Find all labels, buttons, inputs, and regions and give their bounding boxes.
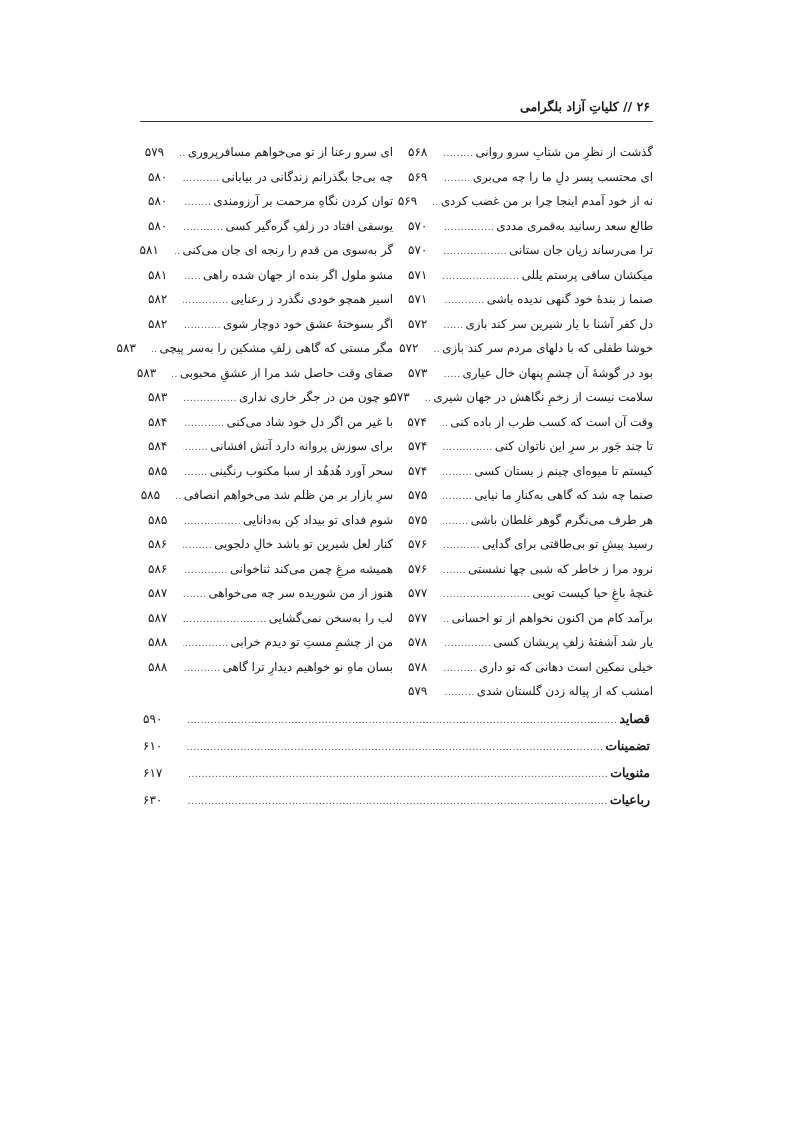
- toc-entry-title: صنما ز بندهٔ خود گنهی ندیده باشی: [486, 292, 653, 306]
- toc-entry: [136, 361, 393, 386]
- dot-leader: [443, 363, 461, 388]
- toc-left-column: [116, 140, 393, 679]
- toc-entry-page: ۵۸۳: [116, 341, 136, 355]
- toc-entry-title: وقت آن است که کسب طرب از باده کنی: [450, 414, 653, 429]
- toc-entry: [408, 655, 653, 680]
- toc-section: [143, 759, 650, 786]
- dot-leader: [433, 191, 439, 216]
- toc-entry-title: لب را به‌سخن نمی‌گشایی: [268, 610, 393, 625]
- toc-entry-title: خوشا طفلی که با دلهای مردم سر کند بازی: [442, 341, 653, 355]
- toc-entry-page: ۵۷۶: [408, 537, 428, 551]
- toc-entry: [148, 312, 393, 337]
- toc-entry-title: رسید پیشِ تو بی‌طاقتی برای گدایی: [482, 537, 653, 551]
- dot-leader: [443, 436, 493, 461]
- toc-entry-page: ۵۸۷: [148, 610, 168, 625]
- toc-entry-page: ۵۷۰: [408, 243, 428, 257]
- toc-entry-title: برای سوزش پروانه دارد آتش افشانی: [210, 439, 393, 453]
- dot-leader: [187, 762, 608, 789]
- toc-entry-title: من از چشمِ مستِ تو دیدم خرابی: [230, 635, 393, 649]
- toc-entry-page: ۵۸۸: [148, 635, 168, 649]
- toc-entry-title: امشب که از پیاله زدن گلستان شدی: [476, 684, 653, 698]
- toc-entry-title: ای سرو رعنا از تو می‌خواهم مسافرپروری: [187, 145, 393, 159]
- toc-entry-page: ۵۸۶: [148, 537, 168, 551]
- toc-entry: [148, 630, 393, 655]
- toc-entry: [148, 263, 393, 288]
- toc-entry-title: با غیر من اگر دل خود شاد می‌کنی: [226, 414, 393, 429]
- toc-entry-page: ۵۸۱: [148, 267, 168, 282]
- toc-section-page: ۶۱۷: [143, 766, 163, 780]
- toc-entry-page: ۵۸۰: [148, 218, 168, 233]
- dot-leader: [443, 681, 475, 706]
- dot-leader: [443, 583, 530, 608]
- toc-entry-page: ۵۷۲: [399, 341, 419, 355]
- dot-leader: [183, 412, 225, 437]
- toc-entry-page: ۵۶۹: [397, 194, 418, 208]
- toc-entry: [116, 336, 393, 361]
- toc-entry-title: برآمد کام من اکنون نخواهم از تو احسانی: [451, 610, 653, 625]
- toc-entry: [408, 581, 653, 606]
- toc-entry: [148, 459, 393, 484]
- toc-entry-page: ۵۸۵: [148, 512, 168, 527]
- toc-section-page: ۶۳۰: [143, 793, 163, 807]
- toc-entry-title: هر طرف می‌نگرم گوهر غلطان باشی: [470, 512, 653, 527]
- toc-entry-title: یار شد آشفتهٔ زلفِ پریشان کسی: [493, 635, 653, 649]
- dot-leader: [183, 191, 211, 216]
- toc-entry-title: نرود مرا ز خاطر که شبی چها نشستی: [468, 561, 653, 576]
- toc-entry-page: ۵۸۲: [148, 316, 168, 331]
- toc-entry-title: یوسفی افتاد در زلفِ گره‌گیر کسی: [225, 218, 393, 233]
- toc-entry-title: طالع سعد رسانید به‌قمری مددی: [496, 218, 653, 233]
- toc-entry-page: ۵۷۴: [408, 463, 428, 478]
- dot-leader: [183, 583, 206, 608]
- toc-entry: [408, 263, 653, 288]
- toc-entry-title: اگر بسوختهٔ عشق خود دوچار شوی: [222, 316, 393, 331]
- toc-entry-title: سرِ بازار بر من ظلم شد می‌خواهم انصافی: [183, 488, 393, 502]
- toc-section: [143, 705, 650, 732]
- toc-entry-title: مشو ملول اگر بنده از جهان شده راهی: [203, 267, 393, 282]
- toc-entry-page: ۵۷۲: [408, 316, 428, 331]
- toc-entry-page: ۵۸۱: [139, 243, 159, 257]
- toc-entry: [408, 434, 653, 459]
- dot-leader: [434, 338, 440, 363]
- toc-entry-page: ۵۸۳: [136, 365, 157, 380]
- toc-entry-title: میکشان ساقی پرستم یللی: [521, 267, 653, 282]
- toc-entry: [408, 361, 653, 386]
- dot-leader: [443, 559, 466, 584]
- running-header: ۲۶ // کلیاتِ آزاد بلگرامی: [520, 99, 650, 114]
- dot-leader: [183, 559, 228, 584]
- toc-entry-title: اسیر همچو خودی نگذرد ز رعنایی: [230, 292, 393, 306]
- dot-leader: [425, 387, 431, 412]
- toc-entry-title: مگر مستی که گاهی زلفِ مشکین را به‌سر پیچی: [159, 341, 393, 355]
- toc-entry: [148, 214, 393, 239]
- header-rule: [140, 121, 653, 122]
- toc-entry: [408, 508, 653, 533]
- toc-entry-title: کیستم تا میوه‌ای چینم ز بستان کسی: [474, 463, 653, 478]
- toc-section: [143, 732, 650, 759]
- toc-entry-page: ۵۸۵: [148, 463, 168, 478]
- toc-entry-title: سحر آورد هُدهُد از سبا مکتوب رنگینی: [209, 463, 393, 478]
- toc-entry: [148, 557, 393, 582]
- toc-entry: [408, 606, 653, 631]
- toc-entry-title: خیلی نمکین است دهانی که تو داری: [479, 659, 653, 674]
- dot-leader: [183, 167, 220, 192]
- toc-entry-title: گذشت از نظرِ من شتابِ سرو روانی: [475, 145, 653, 159]
- toc-section-page: ۵۹۰: [143, 712, 163, 726]
- toc-entry-page: ۵۷۵: [408, 488, 428, 502]
- toc-entry-title: دل کفر آشنا با یار شیرین سر کند بازی: [465, 316, 653, 331]
- dot-leader: [176, 485, 182, 510]
- toc-entry-page: ۵۸۰: [148, 194, 168, 208]
- toc-entry: [399, 336, 653, 361]
- toc-entry-title: بود در گوشهٔ آن چشمِ پنهان خال عیاری: [462, 365, 653, 380]
- dot-leader: [183, 534, 212, 559]
- dot-leader: [187, 708, 617, 735]
- toc-entry: [148, 606, 393, 631]
- toc-entry-title: کنار لعل شیرین تو باشد خالِ دلجویی: [214, 537, 393, 551]
- toc-entry: [139, 238, 393, 263]
- toc-entry-title: شوم فدای تو بیداد کن به‌دانایی: [242, 512, 393, 527]
- toc-entry-title: گر به‌سوی من قدم را رنجه ای جان می‌کنی: [182, 243, 393, 257]
- toc-entry-page: ۵۷۳: [408, 365, 428, 380]
- toc-entry-title: توان کردن نگاهِ مرحمت بر آرزومندی: [213, 194, 393, 208]
- toc-entry-title: سلامت نیست از زخمِ نگاهش در جهان شیری: [433, 390, 653, 404]
- toc-entry-title: ای محتسب پسر دلِ ما را چه می‌بری: [472, 169, 653, 184]
- dot-leader: [443, 240, 507, 265]
- dot-leader: [172, 363, 178, 388]
- toc-entry-title: چه بی‌جا بگذرانم زندگانی در بیابانی: [221, 169, 393, 184]
- dot-leader: [443, 167, 471, 192]
- toc-entry-page: ۵۷۰: [408, 218, 428, 233]
- toc-entry-page: ۵۷۱: [408, 292, 428, 306]
- toc-entry: [140, 483, 393, 508]
- toc-entry-page: ۵۷۸: [408, 659, 428, 674]
- toc-sections: [143, 705, 650, 813]
- toc-entry-title: همیشه مرغِ چمن می‌کند ثناخوانی: [229, 561, 393, 576]
- toc-entry: [408, 165, 653, 190]
- toc-entry-title: نه از خود آمدم اینجا چرا بر من غضب کردی: [440, 194, 653, 208]
- toc-entry-page: ۵۷۹: [144, 145, 165, 159]
- dot-leader: [443, 632, 491, 657]
- dot-leader: [183, 436, 208, 461]
- dot-leader: [152, 338, 158, 363]
- dot-leader: [443, 657, 477, 682]
- toc-entry: [408, 459, 653, 484]
- toc-entry-page: ۵۷۵: [408, 512, 428, 527]
- toc-entry-page: ۵۸۵: [140, 488, 161, 502]
- toc-entry: [148, 655, 393, 680]
- toc-entry: [148, 165, 393, 190]
- dot-leader: [183, 461, 208, 486]
- toc-entry-title: تو چون من در جگر خاری نداری: [239, 390, 393, 404]
- dot-leader: [183, 387, 237, 412]
- dot-leader: [183, 216, 223, 241]
- dot-leader: [183, 657, 221, 682]
- toc-entry-page: ۵۷۴: [408, 439, 428, 453]
- toc-entry-page: ۵۸۰: [148, 169, 168, 184]
- dot-leader: [187, 789, 608, 816]
- toc-entry: [408, 287, 653, 312]
- toc-section-title: قصاید: [619, 711, 650, 726]
- toc-entry-page: ۵۷۴: [407, 414, 427, 429]
- toc-entry-page: ۵۶۹: [408, 169, 428, 184]
- toc-entry: [148, 410, 393, 435]
- dot-leader: [183, 289, 229, 314]
- dot-leader: [443, 265, 520, 290]
- toc-entry-title: تا چند جَور بر سرِ این ناتوان کنی: [494, 439, 653, 453]
- dot-leader: [183, 510, 241, 535]
- toc-section-page: ۶۱۰: [143, 739, 163, 753]
- toc-entry: [148, 532, 393, 557]
- dot-leader: [443, 608, 450, 633]
- toc-entry: [148, 287, 393, 312]
- toc-entry: [408, 630, 653, 655]
- toc-entry-title: هنوز از من شوریده سر چه می‌خواهی: [208, 586, 393, 600]
- toc-entry: [408, 532, 653, 557]
- toc-entry: [408, 312, 653, 337]
- dot-leader: [183, 632, 229, 657]
- dot-leader: [443, 216, 494, 241]
- dot-leader: [443, 142, 473, 167]
- toc-entry-title: ترا می‌رساند زیان جان ستانی: [509, 243, 653, 257]
- dot-leader: [443, 461, 472, 486]
- toc-entry-title: غنچهٔ باغِ حیا کیست تویی: [532, 586, 653, 600]
- dot-leader: [443, 485, 472, 510]
- toc-entry-page: ۵۸۷: [148, 586, 168, 600]
- toc-entry-title: صنما چه شد که گاهی به‌کنارِ ما نیایی: [474, 488, 653, 502]
- toc-right-column: [390, 140, 653, 704]
- dot-leader: [187, 735, 603, 762]
- toc-entry-page: ۵۷۳: [390, 390, 410, 404]
- toc-entry-page: ۵۷۷: [408, 586, 428, 600]
- toc-entry-page: ۵۸۶: [148, 561, 168, 576]
- toc-entry: [408, 140, 653, 165]
- toc-entry-page: ۵۷۹: [408, 684, 428, 698]
- toc-entry: [148, 508, 393, 533]
- dot-leader: [443, 534, 480, 559]
- toc-entry-page: ۵۸۴: [148, 414, 168, 429]
- toc-entry-title: بسان ماهِ نو خواهیم دیدارِ ترا گاهی: [222, 659, 393, 674]
- toc-entry: [397, 189, 653, 214]
- dot-leader: [183, 608, 267, 633]
- toc-entry: [408, 410, 653, 435]
- dot-leader: [443, 289, 485, 314]
- toc-entry: [148, 434, 393, 459]
- toc-entry: [408, 238, 653, 263]
- toc-entry-title: صفای وقت حاصل شد مرا از عشقِ محبوبی: [179, 365, 393, 380]
- toc-section: [143, 786, 650, 813]
- toc-entry-page: ۵۸۸: [148, 659, 168, 674]
- toc-entry: [148, 189, 393, 214]
- toc-entry: [408, 483, 653, 508]
- dot-leader: [183, 265, 201, 290]
- toc-section-title: رباعیات: [609, 792, 650, 807]
- toc-entry: [408, 214, 653, 239]
- toc-entry: [144, 140, 393, 165]
- dot-leader: [183, 314, 221, 339]
- dot-leader: [442, 412, 448, 437]
- toc-section-title: مثنویات: [610, 765, 650, 780]
- dot-leader: [443, 510, 469, 535]
- toc-entry-page: ۵۷۶: [408, 561, 428, 576]
- toc-entry-page: ۵۸۲: [148, 292, 168, 306]
- toc-entry: [390, 385, 653, 410]
- toc-entry-page: ۵۷۷: [408, 610, 428, 625]
- toc-entry: [408, 679, 653, 704]
- toc-entry: [148, 385, 393, 410]
- toc-entry: [148, 581, 393, 606]
- toc-entry-page: ۵۷۱: [408, 267, 428, 282]
- toc-entry-page: ۵۷۸: [408, 635, 428, 649]
- dot-leader: [180, 142, 186, 167]
- toc-entry-page: ۵۶۸: [408, 145, 428, 159]
- toc-entry-page: ۵۸۴: [148, 439, 168, 453]
- toc-entry-page: ۵۸۳: [148, 390, 168, 404]
- toc-section-title: تضمینات: [605, 738, 650, 753]
- dot-leader: [175, 240, 181, 265]
- toc-entry: [408, 557, 653, 582]
- dot-leader: [443, 314, 464, 339]
